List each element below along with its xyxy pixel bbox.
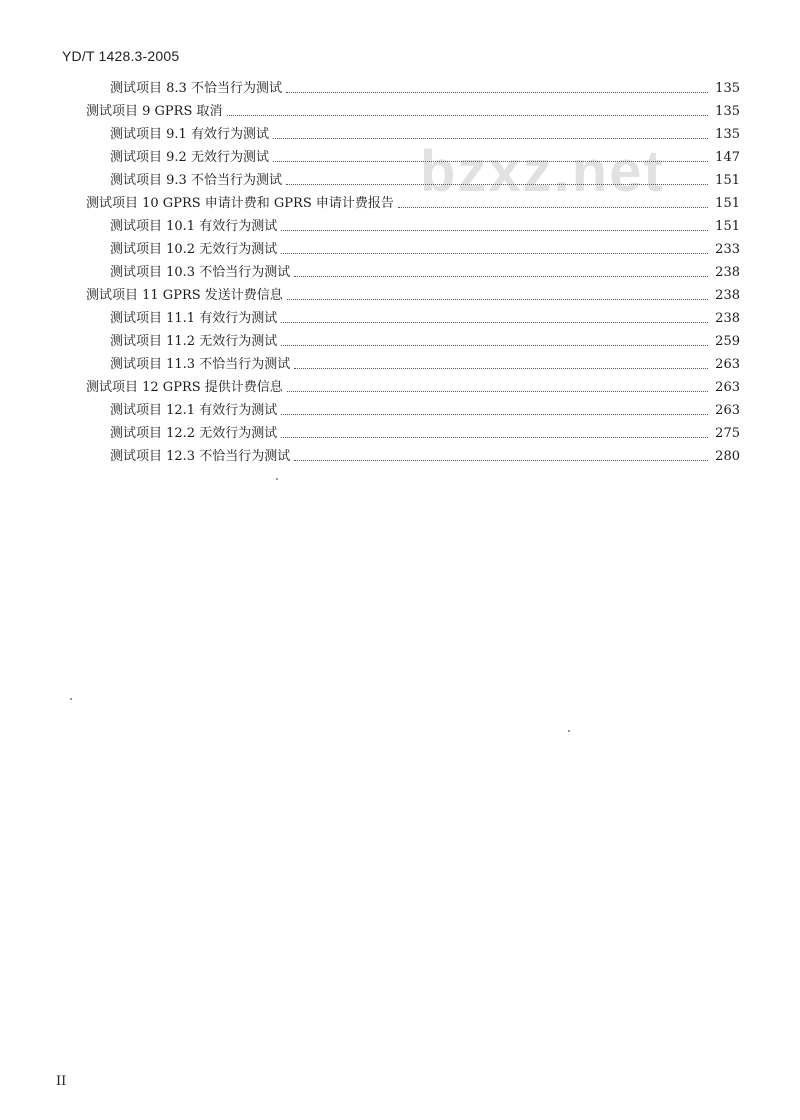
toc-entry-title: 测试项目 10.3 不恰当行为测试 bbox=[110, 265, 291, 280]
toc-dot-leader bbox=[281, 229, 708, 231]
toc-entry-page: 233 bbox=[715, 242, 740, 257]
toc-entry-title: 测试项目 10 GPRS 申请计费和 GPRS 申请计费报告 bbox=[86, 196, 394, 211]
toc-dot-leader bbox=[281, 252, 708, 254]
toc-dot-leader bbox=[273, 160, 708, 162]
page-number: II bbox=[56, 1074, 67, 1089]
toc-dot-leader bbox=[227, 114, 709, 116]
toc-entry-subsection[interactable] bbox=[0, 304, 800, 327]
toc-entry-title: 测试项目 10.1 有效行为测试 bbox=[110, 219, 278, 234]
toc-entry-title: 测试项目 11.2 无效行为测试 bbox=[110, 334, 278, 349]
toc-entry-page: 151 bbox=[715, 219, 740, 234]
toc-dot-leader bbox=[286, 183, 708, 185]
toc-entry-subsection[interactable] bbox=[0, 350, 800, 373]
toc-entry-page: 238 bbox=[715, 311, 740, 326]
toc-entry-subsection[interactable] bbox=[0, 419, 800, 442]
toc-entry-title: 测试项目 11.3 不恰当行为测试 bbox=[110, 357, 291, 372]
watermark-text: bzxz.net bbox=[420, 139, 665, 204]
toc-entry-subsection[interactable] bbox=[0, 143, 800, 166]
toc-entry-page: 147 bbox=[715, 150, 740, 165]
toc-dot-leader bbox=[294, 459, 708, 461]
scan-speck bbox=[276, 478, 278, 480]
toc-entry-title: 测试项目 12.3 不恰当行为测试 bbox=[110, 449, 291, 464]
toc-dot-leader bbox=[281, 436, 708, 438]
toc-dot-leader bbox=[273, 137, 708, 139]
toc-entry-subsection[interactable] bbox=[0, 442, 800, 465]
toc-dot-leader bbox=[281, 321, 708, 323]
toc-entry-title: 测试项目 9 GPRS 取消 bbox=[86, 104, 223, 119]
toc-dot-leader bbox=[287, 298, 708, 300]
toc-entry-subsection[interactable] bbox=[0, 235, 800, 258]
toc-dot-leader bbox=[294, 367, 708, 369]
toc-dot-leader bbox=[286, 91, 708, 93]
toc-entry-title: 测试项目 9.3 不恰当行为测试 bbox=[110, 173, 282, 188]
toc-entry-page: 135 bbox=[715, 104, 740, 119]
document-code-header: YD/T 1428.3-2005 bbox=[62, 48, 180, 64]
toc-dot-leader bbox=[287, 390, 708, 392]
toc-entry-section[interactable] bbox=[0, 189, 800, 212]
toc-entry-title: 测试项目 9.1 有效行为测试 bbox=[110, 127, 269, 142]
toc-entry-page: 135 bbox=[715, 81, 740, 96]
toc-entry-page: 275 bbox=[715, 426, 740, 441]
toc-entry-title: 测试项目 8.3 不恰当行为测试 bbox=[110, 81, 282, 96]
toc-entry-page: 259 bbox=[715, 334, 740, 349]
toc-entry-section[interactable] bbox=[0, 97, 800, 120]
toc-entry-page: 238 bbox=[715, 288, 740, 303]
toc-entry-title: 测试项目 11.1 有效行为测试 bbox=[110, 311, 278, 326]
scan-speck bbox=[568, 730, 570, 732]
toc-dot-leader bbox=[294, 275, 708, 277]
toc-entry-subsection[interactable] bbox=[0, 327, 800, 350]
toc-entry-page: 135 bbox=[715, 127, 740, 142]
toc-entry-subsection[interactable] bbox=[0, 166, 800, 189]
toc-dot-leader bbox=[281, 344, 708, 346]
toc-entry-section[interactable] bbox=[0, 281, 800, 304]
toc-entry-page: 280 bbox=[715, 449, 740, 464]
scan-speck bbox=[70, 698, 72, 700]
toc-dot-leader bbox=[281, 413, 708, 415]
toc-entry-subsection[interactable] bbox=[0, 212, 800, 235]
toc-entry-title: 测试项目 10.2 无效行为测试 bbox=[110, 242, 278, 257]
toc-entry-title: 测试项目 12.2 无效行为测试 bbox=[110, 426, 278, 441]
toc-entry-subsection[interactable] bbox=[0, 74, 800, 97]
toc-entry-title: 测试项目 12.1 有效行为测试 bbox=[110, 403, 278, 418]
toc-entry-page: 151 bbox=[715, 196, 740, 211]
toc-entry-page: 263 bbox=[715, 380, 740, 395]
toc-entry-title: 测试项目 12 GPRS 提供计费信息 bbox=[86, 380, 283, 395]
toc-entry-page: 263 bbox=[715, 357, 740, 372]
toc-entry-page: 238 bbox=[715, 265, 740, 280]
toc-entry-section[interactable] bbox=[0, 373, 800, 396]
toc-entry-page: 263 bbox=[715, 403, 740, 418]
toc-entry-title: 测试项目 11 GPRS 发送计费信息 bbox=[86, 288, 283, 303]
toc-entry-subsection[interactable] bbox=[0, 396, 800, 419]
toc-entry-page: 151 bbox=[715, 173, 740, 188]
toc-entry-subsection[interactable] bbox=[0, 120, 800, 143]
toc-entry-subsection[interactable] bbox=[0, 258, 800, 281]
table-of-contents bbox=[0, 74, 800, 465]
toc-dot-leader bbox=[398, 206, 708, 208]
toc-entry-title: 测试项目 9.2 无效行为测试 bbox=[110, 150, 269, 165]
